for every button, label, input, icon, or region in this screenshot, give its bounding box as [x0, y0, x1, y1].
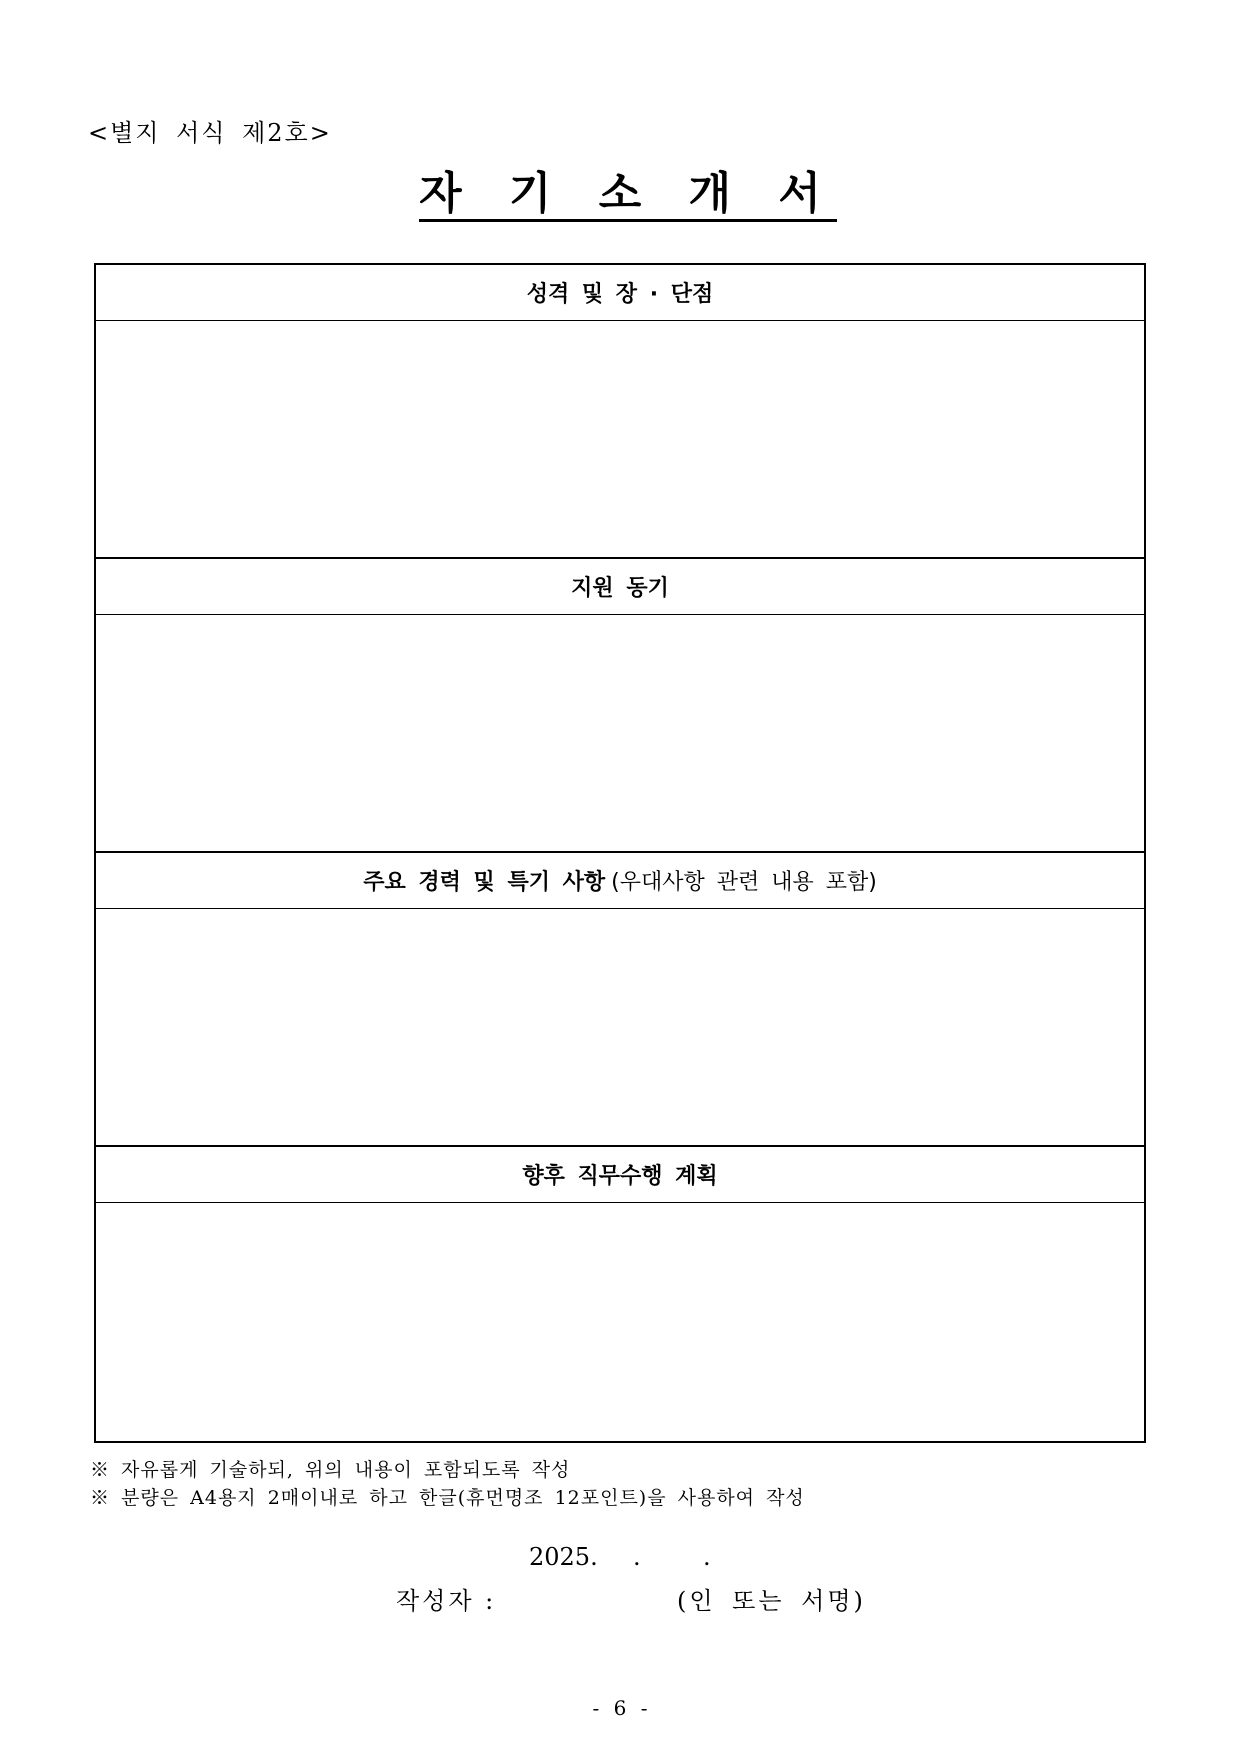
signature-label: (인 또는 서명): [677, 1587, 866, 1615]
section-heading-note: (우대사항 관련 내용 포함): [611, 870, 877, 895]
section-heading-text: 주요 경력 및 특기 사항: [363, 870, 606, 895]
self-introduction-form-table: [94, 263, 1146, 1443]
section-body-career[interactable]: [96, 909, 1144, 1145]
section-body-personality[interactable]: [96, 321, 1144, 557]
section-heading-personality: [96, 265, 1144, 321]
section-heading-text: 향후 직무수행 계획: [522, 1164, 718, 1189]
document-title: [0, 164, 1240, 224]
date-day-separator: .: [703, 1543, 711, 1571]
section-body-motivation[interactable]: [96, 615, 1144, 851]
section-body-future-plan[interactable]: [96, 1203, 1144, 1441]
section-heading-motivation: [96, 559, 1144, 615]
date-month-separator: .: [633, 1543, 641, 1571]
section-heading-future-plan: [96, 1147, 1144, 1203]
section-heading-text: 지원 동기: [571, 576, 669, 601]
writer-label: 작성자 :: [396, 1587, 497, 1615]
section-heading-text: 성격 및 장 · 단점: [526, 282, 714, 307]
date-year: 2025.: [529, 1543, 598, 1571]
instruction-note: ※ 자유롭게 기술하되, 위의 내용이 포함되도록 작성: [90, 1459, 571, 1481]
document-title-text: 자 기 소 개 서: [419, 168, 837, 222]
section-heading-career: [96, 853, 1144, 909]
instruction-note: ※ 분량은 A4용지 2매이내로 하고 한글(휴먼명조 12포인트)을 사용하여 작성: [90, 1487, 805, 1509]
form-number-label: <별지 서식 제2호>: [88, 119, 332, 147]
page-number: - 6 -: [592, 1696, 648, 1720]
